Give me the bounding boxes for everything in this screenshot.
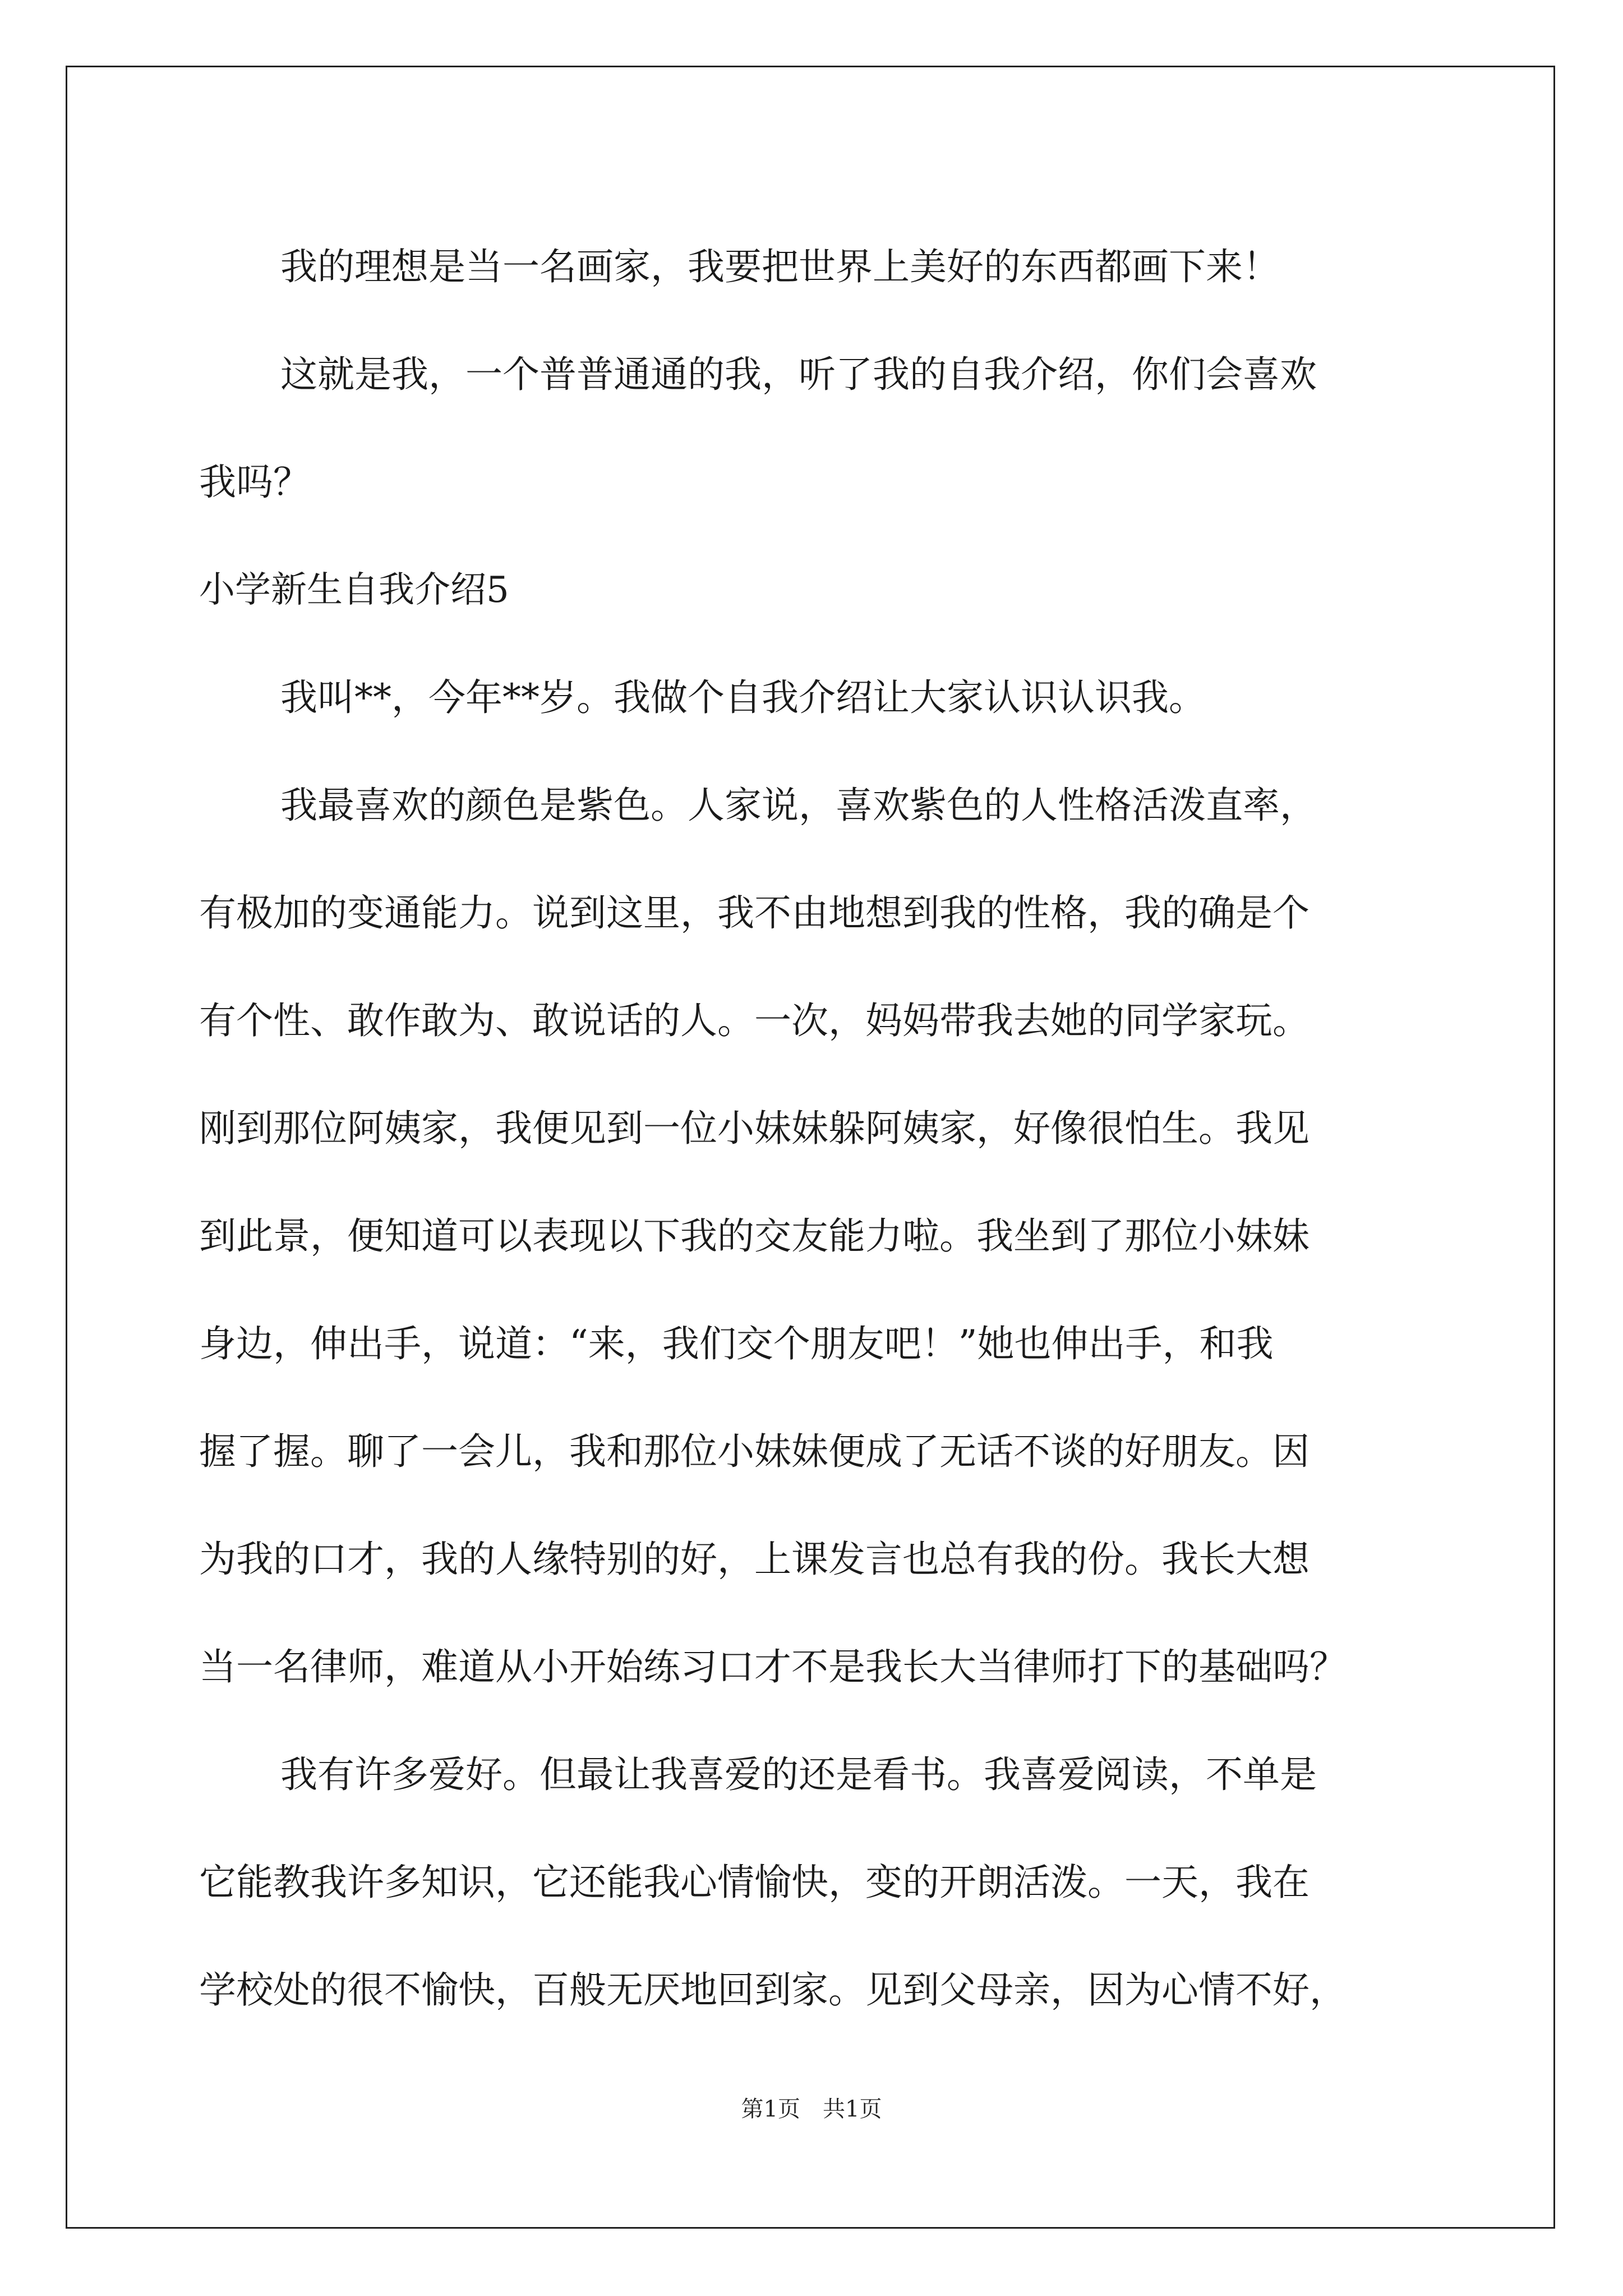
paragraph-line: 有极加的变通能力。说到这里，我不由地想到我的性格，我的确是个 [199, 891, 1310, 935]
document-body [199, 213, 1427, 2044]
paragraph-line: 有个性、敢作敢为、敢说话的人。一次，妈妈带我去她的同学家玩。 [199, 999, 1310, 1042]
paragraph-line: 握了握。聊了一会儿，我和那位小妹妹便成了无话不谈的好朋友。因 [199, 1430, 1310, 1473]
paragraph-line: 到此景，便知道可以表现以下我的交友能力啦。我坐到了那位小妹妹 [199, 1214, 1310, 1258]
paragraph-line: 我的理想是当一名画家，我要把世界上美好的东西都画下来！ [280, 245, 1280, 288]
paragraph-line: 学校处的很不愉快，百般无厌地回到家。见到父母亲，因为心情不好， [199, 1968, 1347, 2012]
paragraph-line: 刚到那位阿姨家，我便见到一位小妹妹躲阿姨家，好像很怕生。我见 [199, 1107, 1310, 1150]
paragraph-line: 它能教我许多知识，它还能我心情愉快，变的开朗活泼。一天，我在 [199, 1861, 1310, 1904]
paragraph-line: 为我的口才，我的人缘特别的好，上课发言也总有我的份。我长大想 [199, 1538, 1310, 1581]
paragraph-line: 这就是我，一个普普通通的我，听了我的自我介绍，你们会喜欢 [280, 353, 1317, 396]
paragraph-line: 我吗？ [199, 461, 310, 504]
paragraph-line: 我叫**，今年**岁。我做个自我介绍让大家认识认识我。 [280, 676, 1206, 719]
section-heading: 小学新生自我介绍5 [199, 569, 509, 611]
paragraph-line: 我最喜欢的颜色是紫色。人家说，喜欢紫色的人性格活泼直率， [280, 784, 1317, 827]
paragraph-line: 我有许多爱好。但最让我喜爱的还是看书。我喜爱阅读，不单是 [280, 1753, 1317, 1796]
paragraph-line: 当一名律师，难道从小开始练习口才不是我长大当律师打下的基础吗？ [199, 1645, 1347, 1688]
page-number: 第1页 共1页 [741, 2096, 882, 2122]
paragraph-line: 身边，伸出手，说道：“来，我们交个朋友吧！”她也伸出手，和我 [199, 1322, 1274, 1365]
